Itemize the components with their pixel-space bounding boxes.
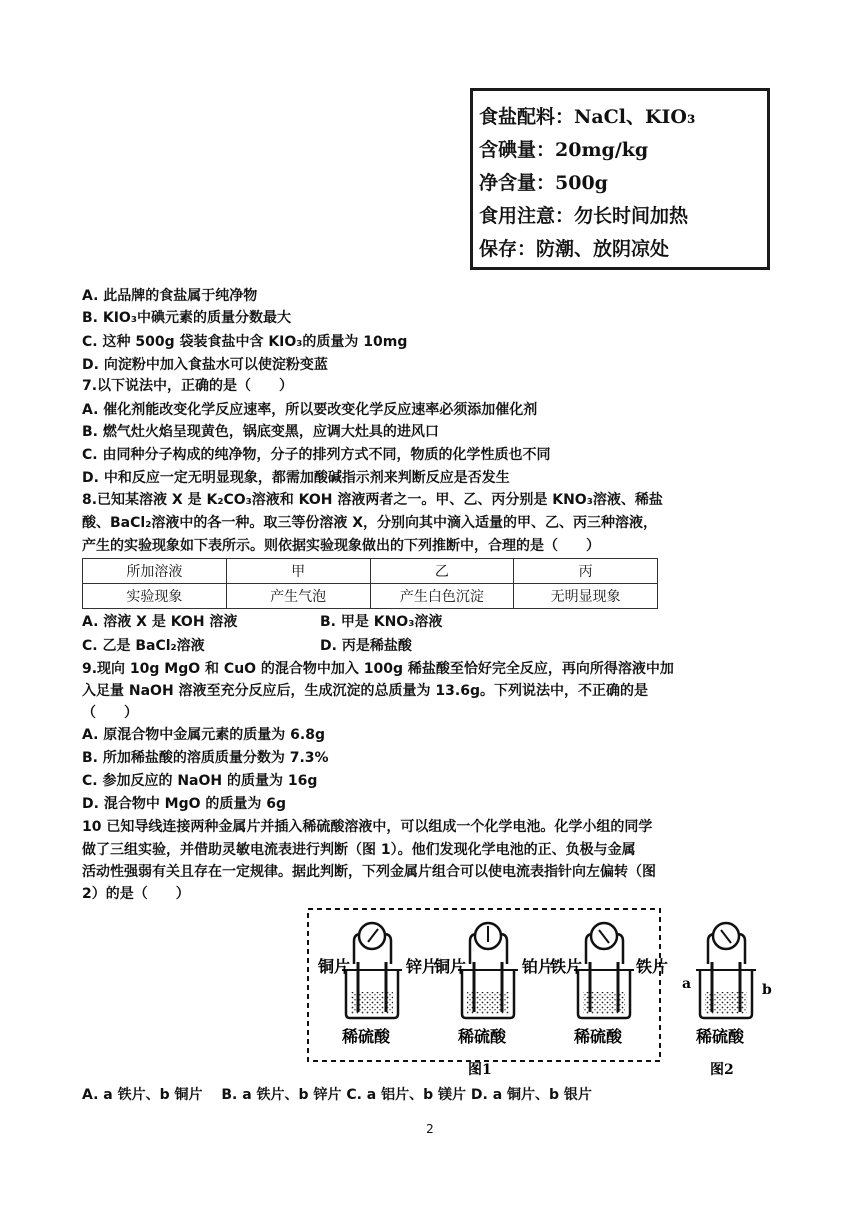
cell3-left-electrode-label: 铁片 — [550, 957, 583, 976]
q6-option-c: C. 这种 500g 袋装食盐中含 KIO₃的质量为 10mg — [82, 334, 408, 350]
q9-option-a: A. 原混合物中金属元素的质量为 6.8g — [82, 727, 325, 743]
q8-option-d: D. 丙是稀盐酸 — [320, 638, 412, 654]
table-cell: 无明显现象 — [514, 584, 658, 609]
figure2-cell — [682, 923, 772, 1078]
table-cell: 产生气泡 — [226, 584, 370, 609]
table-header-cell: 所加溶液 — [83, 559, 227, 584]
page-number: 2 — [426, 1122, 434, 1136]
q9-option-d: D. 混合物中 MgO 的质量为 6g — [82, 796, 287, 812]
label-line-storage: 保存：防潮、放阴凉处 — [479, 238, 670, 260]
table-row — [83, 584, 658, 609]
figure2-electrode-b-label: b — [762, 982, 772, 998]
label-line-ingredients: 食盐配料：NaCl、KIO₃ — [479, 106, 696, 128]
q7-option-b: B. 燃气灶火焰呈现黄色，锅底变黑，应调大灶具的进风口 — [82, 424, 439, 440]
q8-option-a: A. 溶液 X 是 KOH 溶液 — [82, 614, 238, 630]
figure2-caption: 图2 — [710, 1062, 734, 1078]
q10-stem-line-3: 活动性强弱有关且存在一定规律。据此判断，下列金属片组合可以使电流表指针向左偏转（图 — [82, 864, 656, 880]
q10-stem-line-4: 2）的是（ ） — [82, 886, 190, 902]
q6-option-b: B. KIO₃中碘元素的质量分数最大 — [82, 310, 291, 326]
cell1-right-electrode-label: 锌片 — [406, 957, 439, 976]
q10-stem-line-2: 做了三组实验，并借助灵敏电流表进行判断（图 1）。他们发现化学电池的正、负极与金属 — [82, 842, 636, 858]
cell2-solution-label: 稀硫酸 — [458, 1027, 507, 1046]
q8-option-b: B. 甲是 KNO₃溶液 — [320, 614, 443, 630]
q10-options: A. a 铁片、b 铜片 B. a 铁片、b 锌片 C. a 铝片、b 镁片 D. a 铜片、b 银片 — [82, 1087, 592, 1103]
table-cell: 实验现象 — [83, 584, 227, 609]
figure1-cell-2 — [433, 923, 554, 1046]
q8-results-table — [82, 558, 658, 609]
cell2-right-electrode-label: 铂片 — [522, 957, 555, 976]
table-header-cell: 丙 — [514, 559, 658, 584]
salt-label-box — [470, 88, 770, 270]
q6-option-d: D. 向淀粉中加入食盐水可以使淀粉变蓝 — [82, 357, 328, 373]
figure2-solution-label: 稀硫酸 — [696, 1027, 745, 1046]
label-line-caution: 食用注意：勿长时间加热 — [479, 205, 689, 227]
q8-stem-line-2: 酸、BaCl₂溶液中的各一种。取三等份溶液 X，分别向其中滴入适量的甲、乙、丙三种溶液， — [82, 515, 657, 531]
q9-option-b: B. 所加稀盐酸的溶质质量分数为 7.3% — [82, 750, 329, 766]
figure1-cell-1 — [317, 923, 438, 1046]
q9-stem-line-2: 入足量 NaOH 溶液至充分反应后，生成沉淀的总质量为 13.6g。下列说法中，不正确的是 — [82, 683, 648, 699]
table-cell: 产生白色沉淀 — [370, 584, 514, 609]
label-line-iodine: 含碘量：20mg/kg — [479, 139, 649, 161]
figure1-caption: 图1 — [468, 1062, 492, 1078]
battery-figures — [296, 906, 776, 1082]
table-row — [83, 559, 658, 584]
q7-option-c: C. 由同种分子构成的纯净物，分子的排列方式不同，物质的化学性质也不同 — [82, 447, 551, 463]
q6-option-a: A. 此品牌的食盐属于纯净物 — [82, 288, 258, 304]
q10-stem-line-1: 10 已知导线连接两种金属片并插入稀硫酸溶液中，可以组成一个化学电池。化学小组的同学 — [82, 819, 653, 835]
figure2-electrode-a-label: a — [682, 976, 692, 992]
q7-stem: 7.以下说法中，正确的是（ ） — [82, 378, 294, 394]
q9-option-c: C. 参加反应的 NaOH 的质量为 16g — [82, 773, 318, 789]
q8-stem-line-3: 产生的实验现象如下表所示。则依据实验现象做出的下列推断中，合理的是（ ） — [82, 538, 600, 554]
q8-option-c: C. 乙是 BaCl₂溶液 — [82, 638, 205, 654]
cell2-left-electrode-label: 铜片 — [434, 957, 467, 976]
cell3-right-electrode-label: 铁片 — [636, 957, 669, 976]
q8-stem-line-1: 8.已知某溶液 X 是 K₂CO₃溶液和 KOH 溶液两者之一。甲、乙、丙分别是 KNO₃溶液、稀盐 — [82, 492, 663, 508]
cell1-solution-label: 稀硫酸 — [342, 1027, 391, 1046]
q9-stem-line-3: （ ） — [82, 705, 138, 721]
figure1-cell-3 — [549, 923, 668, 1046]
q7-option-a: A. 催化剂能改变化学反应速率，所以要改变化学反应速率必须添加催化剂 — [82, 402, 538, 418]
label-line-net-content: 净含量：500g — [479, 172, 608, 194]
table-header-cell: 甲 — [226, 559, 370, 584]
q7-option-d: D. 中和反应一定无明显现象，都需加酸碱指示剂来判断反应是否发生 — [82, 470, 510, 486]
q9-stem-line-1: 9.现向 10g MgO 和 CuO 的混合物中加入 100g 稀盐酸至恰好完全反应，再向所得溶液中加 — [82, 661, 674, 677]
cell1-left-electrode-label: 铜片 — [318, 957, 351, 976]
cell3-solution-label: 稀硫酸 — [574, 1027, 623, 1046]
table-header-cell: 乙 — [370, 559, 514, 584]
